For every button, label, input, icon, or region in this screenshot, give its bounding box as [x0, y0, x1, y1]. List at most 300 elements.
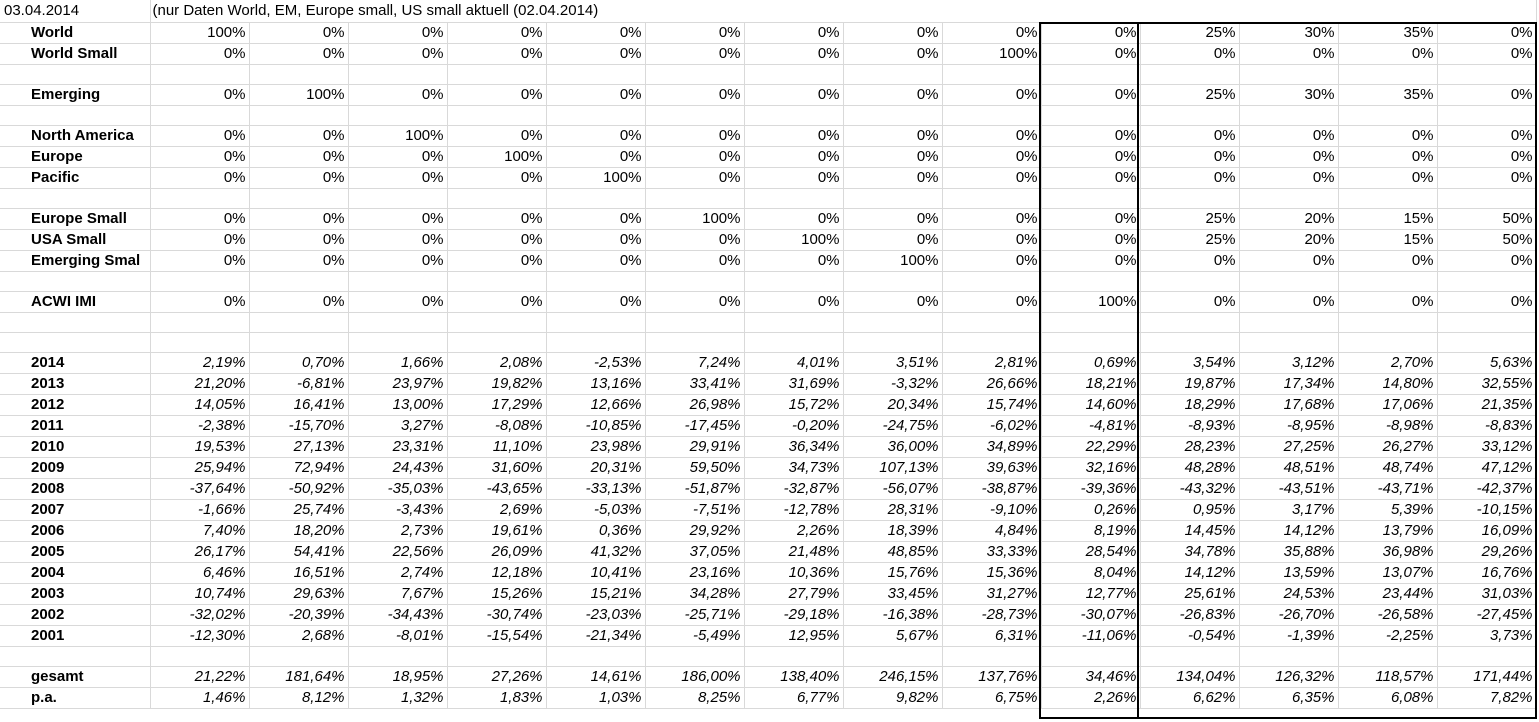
- allocation-value-cell[interactable]: 15%: [1338, 229, 1437, 250]
- empty-cell[interactable]: [1437, 332, 1536, 352]
- allocation-value-cell[interactable]: 0%: [1041, 167, 1140, 188]
- return-value-cell[interactable]: 13,00%: [348, 394, 447, 415]
- empty-cell[interactable]: [744, 188, 843, 208]
- return-value-cell[interactable]: 5,63%: [1437, 352, 1536, 373]
- return-value-cell[interactable]: 2,08%: [447, 352, 546, 373]
- allocation-value-cell[interactable]: 100%: [150, 22, 249, 43]
- summary-value-cell[interactable]: 7,82%: [1437, 687, 1536, 708]
- return-value-cell[interactable]: -15,70%: [249, 415, 348, 436]
- return-value-cell[interactable]: 16,76%: [1437, 562, 1536, 583]
- allocation-value-cell[interactable]: 0%: [744, 250, 843, 271]
- empty-cell[interactable]: [1338, 332, 1437, 352]
- allocation-value-cell[interactable]: 0%: [546, 291, 645, 312]
- return-value-cell[interactable]: 0,70%: [249, 352, 348, 373]
- allocation-value-cell[interactable]: 0%: [1239, 146, 1338, 167]
- return-value-cell[interactable]: 107,13%: [843, 457, 942, 478]
- allocation-value-cell[interactable]: 0%: [645, 229, 744, 250]
- return-value-cell[interactable]: 17,29%: [447, 394, 546, 415]
- return-value-cell[interactable]: 48,51%: [1239, 457, 1338, 478]
- return-value-cell[interactable]: 17,34%: [1239, 373, 1338, 394]
- allocation-value-cell[interactable]: 0%: [546, 43, 645, 64]
- allocation-value-cell[interactable]: 0%: [645, 250, 744, 271]
- allocation-value-cell[interactable]: 100%: [645, 208, 744, 229]
- empty-cell[interactable]: [1437, 64, 1536, 84]
- return-value-cell[interactable]: 13,16%: [546, 373, 645, 394]
- allocation-value-cell[interactable]: 0%: [1338, 146, 1437, 167]
- allocation-value-cell[interactable]: 0%: [447, 84, 546, 105]
- return-value-cell[interactable]: 0,95%: [1140, 499, 1239, 520]
- return-value-cell[interactable]: -56,07%: [843, 478, 942, 499]
- allocation-value-cell[interactable]: 30%: [1239, 22, 1338, 43]
- return-value-cell[interactable]: 14,45%: [1140, 520, 1239, 541]
- allocation-value-cell[interactable]: 0%: [546, 146, 645, 167]
- return-value-cell[interactable]: 32,16%: [1041, 457, 1140, 478]
- allocation-value-cell[interactable]: 0%: [843, 125, 942, 146]
- empty-cell[interactable]: [249, 332, 348, 352]
- allocation-value-cell[interactable]: 20%: [1239, 208, 1338, 229]
- allocation-value-cell[interactable]: 100%: [744, 229, 843, 250]
- return-value-cell[interactable]: -50,92%: [249, 478, 348, 499]
- return-value-cell[interactable]: 23,16%: [645, 562, 744, 583]
- empty-cell[interactable]: [1140, 105, 1239, 125]
- return-value-cell[interactable]: 54,41%: [249, 541, 348, 562]
- return-value-cell[interactable]: 2,74%: [348, 562, 447, 583]
- return-value-cell[interactable]: -3,32%: [843, 373, 942, 394]
- return-value-cell[interactable]: 2,70%: [1338, 352, 1437, 373]
- return-value-cell[interactable]: 29,26%: [1437, 541, 1536, 562]
- allocation-value-cell[interactable]: 0%: [1338, 167, 1437, 188]
- summary-value-cell[interactable]: 2,26%: [1041, 687, 1140, 708]
- return-value-cell[interactable]: 2,26%: [744, 520, 843, 541]
- return-value-cell[interactable]: 35,88%: [1239, 541, 1338, 562]
- empty-cell[interactable]: [447, 105, 546, 125]
- row-label-cell[interactable]: 2013: [0, 373, 150, 394]
- empty-cell[interactable]: [942, 188, 1041, 208]
- empty-cell[interactable]: [645, 332, 744, 352]
- allocation-value-cell[interactable]: 0%: [447, 167, 546, 188]
- empty-cell[interactable]: [150, 64, 249, 84]
- return-value-cell[interactable]: 59,50%: [645, 457, 744, 478]
- return-value-cell[interactable]: 14,05%: [150, 394, 249, 415]
- return-value-cell[interactable]: 15,72%: [744, 394, 843, 415]
- allocation-value-cell[interactable]: 0%: [1140, 167, 1239, 188]
- empty-cell[interactable]: [546, 646, 645, 666]
- return-value-cell[interactable]: 10,36%: [744, 562, 843, 583]
- return-value-cell[interactable]: -38,87%: [942, 478, 1041, 499]
- allocation-value-cell[interactable]: 30%: [1239, 84, 1338, 105]
- allocation-value-cell[interactable]: 0%: [645, 291, 744, 312]
- summary-value-cell[interactable]: 8,25%: [645, 687, 744, 708]
- return-value-cell[interactable]: 18,21%: [1041, 373, 1140, 394]
- return-value-cell[interactable]: -10,15%: [1437, 499, 1536, 520]
- empty-cell[interactable]: [348, 188, 447, 208]
- return-value-cell[interactable]: 21,48%: [744, 541, 843, 562]
- empty-cell[interactable]: [546, 188, 645, 208]
- return-value-cell[interactable]: 0,26%: [1041, 499, 1140, 520]
- return-value-cell[interactable]: 3,27%: [348, 415, 447, 436]
- return-value-cell[interactable]: 0,69%: [1041, 352, 1140, 373]
- allocation-value-cell[interactable]: 0%: [249, 43, 348, 64]
- allocation-value-cell[interactable]: 0%: [1437, 125, 1536, 146]
- allocation-value-cell[interactable]: 25%: [1140, 208, 1239, 229]
- return-value-cell[interactable]: 26,66%: [942, 373, 1041, 394]
- allocation-value-cell[interactable]: 0%: [1140, 43, 1239, 64]
- return-value-cell[interactable]: 19,53%: [150, 436, 249, 457]
- empty-cell[interactable]: [1140, 312, 1239, 332]
- allocation-value-cell[interactable]: 0%: [942, 167, 1041, 188]
- return-value-cell[interactable]: 33,41%: [645, 373, 744, 394]
- row-label-cell[interactable]: 2002: [0, 604, 150, 625]
- allocation-value-cell[interactable]: 0%: [645, 84, 744, 105]
- allocation-value-cell[interactable]: 25%: [1140, 229, 1239, 250]
- empty-cell[interactable]: [348, 271, 447, 291]
- allocation-value-cell[interactable]: 0%: [348, 167, 447, 188]
- return-value-cell[interactable]: 10,74%: [150, 583, 249, 604]
- allocation-value-cell[interactable]: 0%: [546, 208, 645, 229]
- row-label-cell[interactable]: 2010: [0, 436, 150, 457]
- empty-cell[interactable]: [1239, 312, 1338, 332]
- empty-cell[interactable]: [1239, 271, 1338, 291]
- allocation-value-cell[interactable]: 0%: [645, 167, 744, 188]
- empty-cell[interactable]: [348, 646, 447, 666]
- summary-value-cell[interactable]: 138,40%: [744, 666, 843, 687]
- row-label-cell[interactable]: World Small: [0, 43, 150, 64]
- empty-cell[interactable]: [744, 312, 843, 332]
- return-value-cell[interactable]: -3,43%: [348, 499, 447, 520]
- empty-cell[interactable]: [249, 64, 348, 84]
- empty-cell[interactable]: [546, 271, 645, 291]
- summary-value-cell[interactable]: 18,95%: [348, 666, 447, 687]
- empty-cell[interactable]: [1140, 332, 1239, 352]
- empty-cell[interactable]: [744, 64, 843, 84]
- return-value-cell[interactable]: -12,30%: [150, 625, 249, 646]
- return-value-cell[interactable]: 13,07%: [1338, 562, 1437, 583]
- row-label-cell[interactable]: North America: [0, 125, 150, 146]
- allocation-value-cell[interactable]: 0%: [1239, 167, 1338, 188]
- return-value-cell[interactable]: 18,20%: [249, 520, 348, 541]
- allocation-value-cell[interactable]: 0%: [348, 250, 447, 271]
- allocation-value-cell[interactable]: 100%: [348, 125, 447, 146]
- empty-cell[interactable]: [1041, 271, 1140, 291]
- allocation-value-cell[interactable]: 0%: [150, 291, 249, 312]
- empty-cell[interactable]: [1041, 188, 1140, 208]
- date-cell[interactable]: 03.04.2014: [0, 0, 150, 22]
- return-value-cell[interactable]: 15,74%: [942, 394, 1041, 415]
- return-value-cell[interactable]: -8,93%: [1140, 415, 1239, 436]
- summary-value-cell[interactable]: 9,82%: [843, 687, 942, 708]
- return-value-cell[interactable]: 10,41%: [546, 562, 645, 583]
- row-label-cell[interactable]: 2014: [0, 352, 150, 373]
- empty-cell[interactable]: [1041, 646, 1140, 666]
- empty-cell[interactable]: [1140, 271, 1239, 291]
- allocation-value-cell[interactable]: 0%: [744, 208, 843, 229]
- allocation-value-cell[interactable]: 0%: [1239, 291, 1338, 312]
- allocation-value-cell[interactable]: 50%: [1437, 208, 1536, 229]
- row-label-cell[interactable]: 2007: [0, 499, 150, 520]
- return-value-cell[interactable]: 2,81%: [942, 352, 1041, 373]
- return-value-cell[interactable]: 48,74%: [1338, 457, 1437, 478]
- return-value-cell[interactable]: 34,89%: [942, 436, 1041, 457]
- allocation-value-cell[interactable]: 35%: [1338, 84, 1437, 105]
- return-value-cell[interactable]: 22,56%: [348, 541, 447, 562]
- return-value-cell[interactable]: 2,68%: [249, 625, 348, 646]
- return-value-cell[interactable]: -2,25%: [1338, 625, 1437, 646]
- empty-cell[interactable]: [1140, 64, 1239, 84]
- empty-cell[interactable]: [1239, 332, 1338, 352]
- empty-cell[interactable]: [1338, 188, 1437, 208]
- return-value-cell[interactable]: 25,74%: [249, 499, 348, 520]
- allocation-value-cell[interactable]: 0%: [447, 229, 546, 250]
- empty-cell[interactable]: [1437, 271, 1536, 291]
- allocation-value-cell[interactable]: 0%: [1041, 250, 1140, 271]
- return-value-cell[interactable]: 5,39%: [1338, 499, 1437, 520]
- empty-cell[interactable]: [1338, 271, 1437, 291]
- allocation-value-cell[interactable]: 0%: [942, 22, 1041, 43]
- empty-cell[interactable]: [645, 271, 744, 291]
- return-value-cell[interactable]: 17,06%: [1338, 394, 1437, 415]
- allocation-value-cell[interactable]: 0%: [843, 229, 942, 250]
- return-value-cell[interactable]: -8,98%: [1338, 415, 1437, 436]
- empty-cell[interactable]: [1239, 188, 1338, 208]
- summary-value-cell[interactable]: 6,35%: [1239, 687, 1338, 708]
- allocation-value-cell[interactable]: 0%: [249, 208, 348, 229]
- return-value-cell[interactable]: 28,23%: [1140, 436, 1239, 457]
- return-value-cell[interactable]: 3,12%: [1239, 352, 1338, 373]
- empty-cell[interactable]: [1437, 312, 1536, 332]
- return-value-cell[interactable]: -8,95%: [1239, 415, 1338, 436]
- return-value-cell[interactable]: 7,40%: [150, 520, 249, 541]
- allocation-value-cell[interactable]: 0%: [843, 291, 942, 312]
- return-value-cell[interactable]: 33,33%: [942, 541, 1041, 562]
- summary-value-cell[interactable]: 118,57%: [1338, 666, 1437, 687]
- empty-cell[interactable]: [1041, 312, 1140, 332]
- return-value-cell[interactable]: -26,70%: [1239, 604, 1338, 625]
- allocation-value-cell[interactable]: 0%: [1041, 43, 1140, 64]
- return-value-cell[interactable]: 13,59%: [1239, 562, 1338, 583]
- summary-value-cell[interactable]: 8,12%: [249, 687, 348, 708]
- allocation-value-cell[interactable]: 0%: [744, 125, 843, 146]
- empty-cell[interactable]: [546, 64, 645, 84]
- empty-cell[interactable]: [150, 312, 249, 332]
- empty-cell[interactable]: [150, 646, 249, 666]
- allocation-value-cell[interactable]: 0%: [447, 208, 546, 229]
- return-value-cell[interactable]: 23,44%: [1338, 583, 1437, 604]
- allocation-value-cell[interactable]: 0%: [249, 167, 348, 188]
- empty-cell[interactable]: [249, 188, 348, 208]
- allocation-value-cell[interactable]: 0%: [1437, 291, 1536, 312]
- allocation-value-cell[interactable]: 0%: [348, 291, 447, 312]
- allocation-value-cell[interactable]: 0%: [1140, 291, 1239, 312]
- allocation-value-cell[interactable]: 20%: [1239, 229, 1338, 250]
- return-value-cell[interactable]: 3,17%: [1239, 499, 1338, 520]
- return-value-cell[interactable]: 32,55%: [1437, 373, 1536, 394]
- return-value-cell[interactable]: 14,12%: [1140, 562, 1239, 583]
- return-value-cell[interactable]: 26,98%: [645, 394, 744, 415]
- return-value-cell[interactable]: -42,37%: [1437, 478, 1536, 499]
- return-value-cell[interactable]: 3,54%: [1140, 352, 1239, 373]
- empty-cell[interactable]: [348, 105, 447, 125]
- allocation-value-cell[interactable]: 0%: [1338, 125, 1437, 146]
- return-value-cell[interactable]: 4,01%: [744, 352, 843, 373]
- return-value-cell[interactable]: 21,35%: [1437, 394, 1536, 415]
- empty-cell[interactable]: [1239, 64, 1338, 84]
- allocation-value-cell[interactable]: 0%: [942, 291, 1041, 312]
- return-value-cell[interactable]: 27,79%: [744, 583, 843, 604]
- empty-cell[interactable]: [1239, 105, 1338, 125]
- summary-value-cell[interactable]: 134,04%: [1140, 666, 1239, 687]
- return-value-cell[interactable]: 23,97%: [348, 373, 447, 394]
- allocation-value-cell[interactable]: 0%: [1140, 250, 1239, 271]
- empty-cell[interactable]: [249, 271, 348, 291]
- empty-cell[interactable]: [1041, 64, 1140, 84]
- allocation-value-cell[interactable]: 25%: [1140, 22, 1239, 43]
- allocation-value-cell[interactable]: 0%: [546, 125, 645, 146]
- row-label-cell[interactable]: 2004: [0, 562, 150, 583]
- row-label-cell[interactable]: 2011: [0, 415, 150, 436]
- return-value-cell[interactable]: -32,02%: [150, 604, 249, 625]
- return-value-cell[interactable]: -33,13%: [546, 478, 645, 499]
- return-value-cell[interactable]: 20,31%: [546, 457, 645, 478]
- return-value-cell[interactable]: 48,85%: [843, 541, 942, 562]
- allocation-value-cell[interactable]: 0%: [546, 22, 645, 43]
- summary-value-cell[interactable]: 34,46%: [1041, 666, 1140, 687]
- allocation-value-cell[interactable]: 100%: [1041, 291, 1140, 312]
- allocation-value-cell[interactable]: 0%: [249, 146, 348, 167]
- allocation-value-cell[interactable]: 0%: [348, 43, 447, 64]
- empty-cell[interactable]: [0, 646, 150, 666]
- allocation-value-cell[interactable]: 15%: [1338, 208, 1437, 229]
- return-value-cell[interactable]: 17,68%: [1239, 394, 1338, 415]
- return-value-cell[interactable]: 13,79%: [1338, 520, 1437, 541]
- empty-cell[interactable]: [546, 312, 645, 332]
- empty-cell[interactable]: [348, 312, 447, 332]
- return-value-cell[interactable]: 25,94%: [150, 457, 249, 478]
- allocation-value-cell[interactable]: 0%: [348, 84, 447, 105]
- allocation-value-cell[interactable]: 0%: [447, 22, 546, 43]
- allocation-value-cell[interactable]: 0%: [1437, 250, 1536, 271]
- return-value-cell[interactable]: -39,36%: [1041, 478, 1140, 499]
- empty-cell[interactable]: [843, 105, 942, 125]
- empty-cell[interactable]: [150, 271, 249, 291]
- return-value-cell[interactable]: 36,00%: [843, 436, 942, 457]
- return-value-cell[interactable]: 11,10%: [447, 436, 546, 457]
- return-value-cell[interactable]: -20,39%: [249, 604, 348, 625]
- empty-cell[interactable]: [0, 332, 150, 352]
- empty-cell[interactable]: [1239, 646, 1338, 666]
- allocation-value-cell[interactable]: 0%: [1041, 208, 1140, 229]
- empty-cell[interactable]: [942, 312, 1041, 332]
- allocation-value-cell[interactable]: 0%: [447, 43, 546, 64]
- allocation-value-cell[interactable]: 0%: [1437, 167, 1536, 188]
- allocation-value-cell[interactable]: 0%: [348, 22, 447, 43]
- return-value-cell[interactable]: 12,66%: [546, 394, 645, 415]
- return-value-cell[interactable]: -37,64%: [150, 478, 249, 499]
- empty-cell[interactable]: [546, 332, 645, 352]
- empty-cell[interactable]: [942, 332, 1041, 352]
- empty-cell[interactable]: [645, 646, 744, 666]
- empty-cell[interactable]: [1338, 105, 1437, 125]
- summary-value-cell[interactable]: 137,76%: [942, 666, 1041, 687]
- empty-cell[interactable]: [645, 105, 744, 125]
- empty-cell[interactable]: [150, 105, 249, 125]
- allocation-value-cell[interactable]: 0%: [150, 84, 249, 105]
- return-value-cell[interactable]: 5,67%: [843, 625, 942, 646]
- empty-cell[interactable]: [942, 646, 1041, 666]
- return-value-cell[interactable]: 6,46%: [150, 562, 249, 583]
- return-value-cell[interactable]: 28,31%: [843, 499, 942, 520]
- return-value-cell[interactable]: 47,12%: [1437, 457, 1536, 478]
- allocation-value-cell[interactable]: 100%: [843, 250, 942, 271]
- allocation-value-cell[interactable]: 0%: [744, 291, 843, 312]
- empty-cell[interactable]: [942, 271, 1041, 291]
- return-value-cell[interactable]: -11,06%: [1041, 625, 1140, 646]
- return-value-cell[interactable]: -6,02%: [942, 415, 1041, 436]
- return-value-cell[interactable]: -5,49%: [645, 625, 744, 646]
- allocation-value-cell[interactable]: 0%: [447, 250, 546, 271]
- allocation-value-cell[interactable]: 0%: [1140, 125, 1239, 146]
- return-value-cell[interactable]: 0,36%: [546, 520, 645, 541]
- return-value-cell[interactable]: 14,12%: [1239, 520, 1338, 541]
- allocation-value-cell[interactable]: 0%: [645, 22, 744, 43]
- return-value-cell[interactable]: 48,28%: [1140, 457, 1239, 478]
- row-label-cell[interactable]: p.a.: [0, 687, 150, 708]
- return-value-cell[interactable]: -30,07%: [1041, 604, 1140, 625]
- summary-value-cell[interactable]: 181,64%: [249, 666, 348, 687]
- summary-value-cell[interactable]: 6,08%: [1338, 687, 1437, 708]
- allocation-value-cell[interactable]: 0%: [249, 291, 348, 312]
- return-value-cell[interactable]: 8,19%: [1041, 520, 1140, 541]
- row-label-cell[interactable]: 2005: [0, 541, 150, 562]
- return-value-cell[interactable]: 29,63%: [249, 583, 348, 604]
- return-value-cell[interactable]: -16,38%: [843, 604, 942, 625]
- allocation-value-cell[interactable]: 0%: [843, 167, 942, 188]
- empty-cell[interactable]: [447, 64, 546, 84]
- empty-cell[interactable]: [843, 312, 942, 332]
- return-value-cell[interactable]: 39,63%: [942, 457, 1041, 478]
- empty-cell[interactable]: [348, 64, 447, 84]
- return-value-cell[interactable]: -12,78%: [744, 499, 843, 520]
- return-value-cell[interactable]: 2,69%: [447, 499, 546, 520]
- allocation-value-cell[interactable]: 0%: [150, 43, 249, 64]
- return-value-cell[interactable]: -1,39%: [1239, 625, 1338, 646]
- allocation-value-cell[interactable]: 0%: [744, 167, 843, 188]
- allocation-value-cell[interactable]: 0%: [249, 250, 348, 271]
- allocation-value-cell[interactable]: 0%: [645, 125, 744, 146]
- allocation-value-cell[interactable]: 0%: [843, 43, 942, 64]
- return-value-cell[interactable]: 12,77%: [1041, 583, 1140, 604]
- return-value-cell[interactable]: 15,36%: [942, 562, 1041, 583]
- return-value-cell[interactable]: 4,84%: [942, 520, 1041, 541]
- return-value-cell[interactable]: -6,81%: [249, 373, 348, 394]
- allocation-value-cell[interactable]: 0%: [546, 229, 645, 250]
- return-value-cell[interactable]: 29,91%: [645, 436, 744, 457]
- return-value-cell[interactable]: 3,51%: [843, 352, 942, 373]
- row-label-cell[interactable]: ACWI IMI: [0, 291, 150, 312]
- allocation-value-cell[interactable]: 0%: [1239, 43, 1338, 64]
- allocation-value-cell[interactable]: 0%: [348, 208, 447, 229]
- return-value-cell[interactable]: 41,32%: [546, 541, 645, 562]
- return-value-cell[interactable]: -0,20%: [744, 415, 843, 436]
- row-label-cell[interactable]: gesamt: [0, 666, 150, 687]
- return-value-cell[interactable]: -29,18%: [744, 604, 843, 625]
- return-value-cell[interactable]: 2,73%: [348, 520, 447, 541]
- summary-value-cell[interactable]: 6,62%: [1140, 687, 1239, 708]
- return-value-cell[interactable]: 27,13%: [249, 436, 348, 457]
- return-value-cell[interactable]: 14,80%: [1338, 373, 1437, 394]
- empty-cell[interactable]: [0, 312, 150, 332]
- empty-cell[interactable]: [744, 646, 843, 666]
- return-value-cell[interactable]: -30,74%: [447, 604, 546, 625]
